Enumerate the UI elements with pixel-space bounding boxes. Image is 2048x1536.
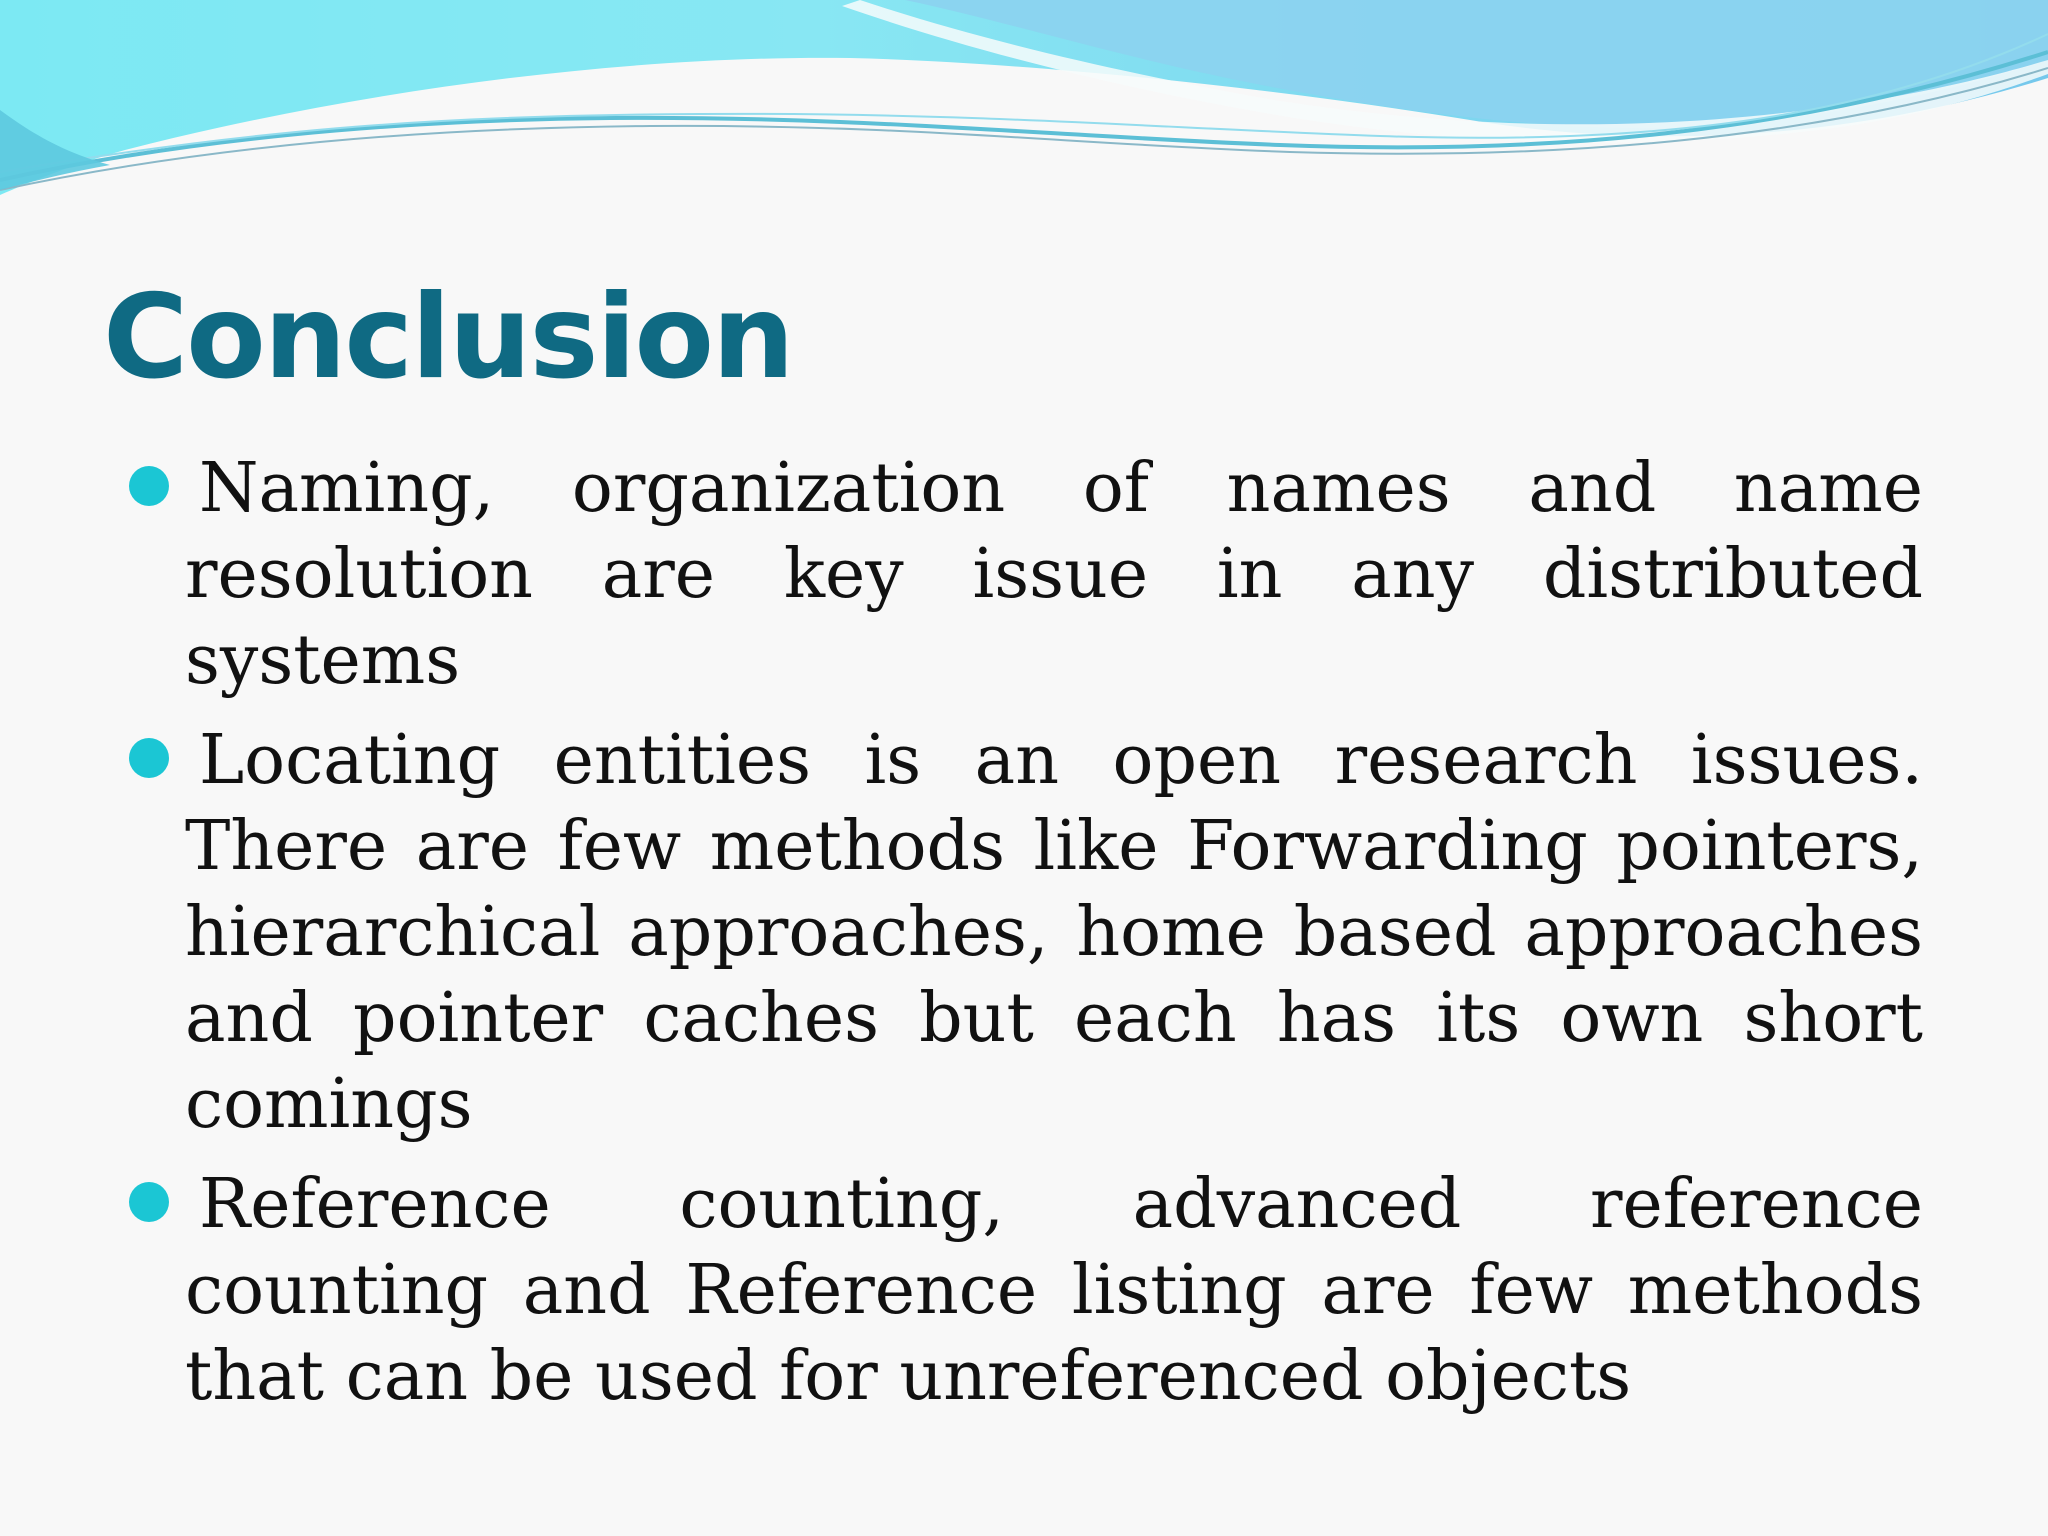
bullet-item-2 [185, 718, 1923, 1148]
bullet-dot-icon [129, 1182, 169, 1222]
bullet-dot-icon [129, 466, 169, 506]
bullet-item-1 [185, 446, 1923, 704]
bullet-text: Locating entities is an open research issues. There are few methods like Forwarding pointers, hierarchical approaches, home based approaches and pointer caches but each has its own short comings [185, 721, 1923, 1144]
bullet-text: Reference counting, advanced reference counting and Reference listing are few methods that can be used for unreferenced objects [185, 1165, 1923, 1416]
slide-title: Conclusion [103, 270, 793, 405]
bullet-text: Naming, organization of names and name resolution are key issue in any distributed systems [185, 449, 1923, 700]
header-wave-decoration [0, 0, 2048, 240]
bullet-list [185, 446, 1923, 1434]
bullet-dot-icon [129, 738, 169, 778]
bullet-item-3 [185, 1162, 1923, 1420]
